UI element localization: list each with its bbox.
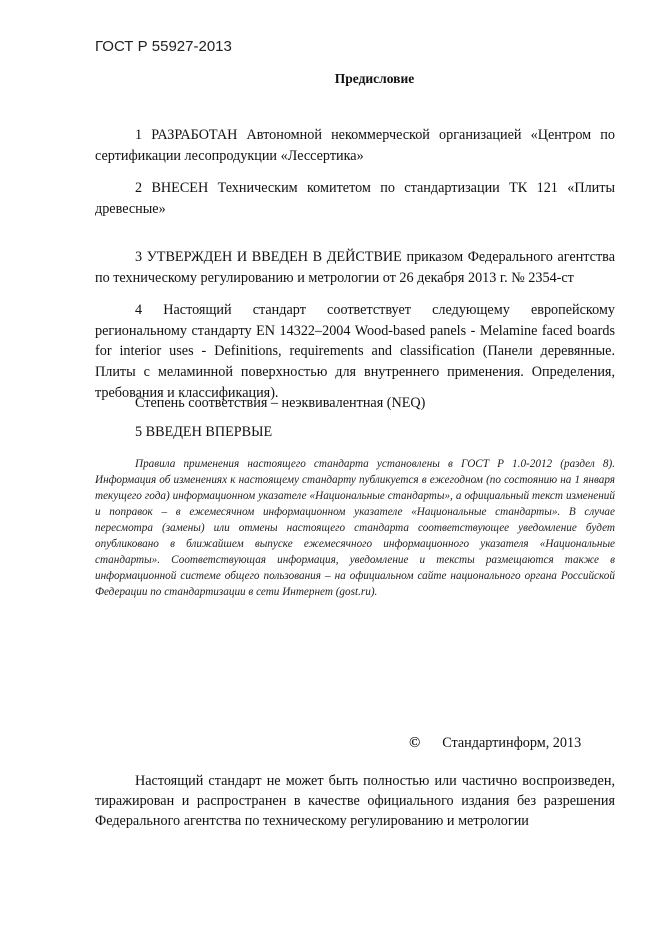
item-correspondence-text: 4 Настоящий стандарт соответствует следующему европейскому региональному стандарту EN 14322–2004 Wood-based panels - Melamine faced boards for interior uses - Definitions, requirements and classification (Панели деревянные. Плиты с меламинной поверхностью для внутреннего применения. Определения, требования и классификация).	[95, 302, 615, 401]
copyright-line	[409, 735, 581, 752]
copyright-icon: ©	[409, 735, 421, 751]
reproduction-notice	[95, 771, 615, 831]
item-degree	[95, 393, 615, 414]
usage-notice-text: Правила применения настоящего стандарта установлены в ГОСТ Р 1.0-2012 (раздел 8). Информация об изменениях к настоящему стандарту публикуется в ежегодном (по состоянию на 1 января текущего года) информационном указателе «Национальные стандарты», а официальный текст изменений и поправок – в ежемесячном информационном указателе «Национальные стандарты». В случае пересмотра (замены) или отмены настоящего стандарта соответствующее уведомление будет опубликовано в ближайшем выпуске ежемесячного информационного указателя «Национальные стандарты». Соответствующая информация, уведомление и тексты размещаются также в информационной системе общего пользования – на официальном сайте национального органа Российской Федерации по стандартизации в сети Интернет (gost.ru).	[95, 458, 615, 598]
item-first-time-text: 5 ВВЕДЕН ВПЕРВЫЕ	[135, 424, 273, 440]
item-developed	[95, 125, 615, 167]
copyright-holder: Стандартинформ, 2013	[442, 735, 582, 751]
item-correspondence	[95, 300, 615, 404]
document-code: ГОСТ Р 55927-2013	[95, 38, 232, 55]
item-degree-text: Степень соответствия – неэквивалентная (NEQ)	[135, 395, 426, 411]
item-introduced	[95, 178, 615, 220]
item-approved-text: 3 УТВЕРЖДЕН И ВВЕДЕН В ДЕЙСТВИЕ приказом Федерального агентства по техническому регулированию и метрологии от 26 декабря 2013 г. № 2354-ст	[95, 249, 615, 286]
item-approved	[95, 247, 615, 289]
item-first-time	[95, 422, 615, 443]
page-title: Предисловие	[334, 71, 415, 86]
item-developed-text: 1 РАЗРАБОТАН Автономной некоммерческой организацией «Центром по сертификации лесопродукции «Лессертика»	[95, 127, 615, 164]
item-introduced-text: 2 ВНЕСЕН Техническим комитетом по стандартизации ТК 121 «Плиты древесные»	[95, 180, 615, 217]
usage-notice	[95, 456, 615, 600]
reproduction-notice-text: Настоящий стандарт не может быть полностью или частично воспроизведен, тиражирован и распространен в качестве официального издания без разрешения Федерального агентства по техническому регулированию и метрологии	[95, 773, 615, 829]
